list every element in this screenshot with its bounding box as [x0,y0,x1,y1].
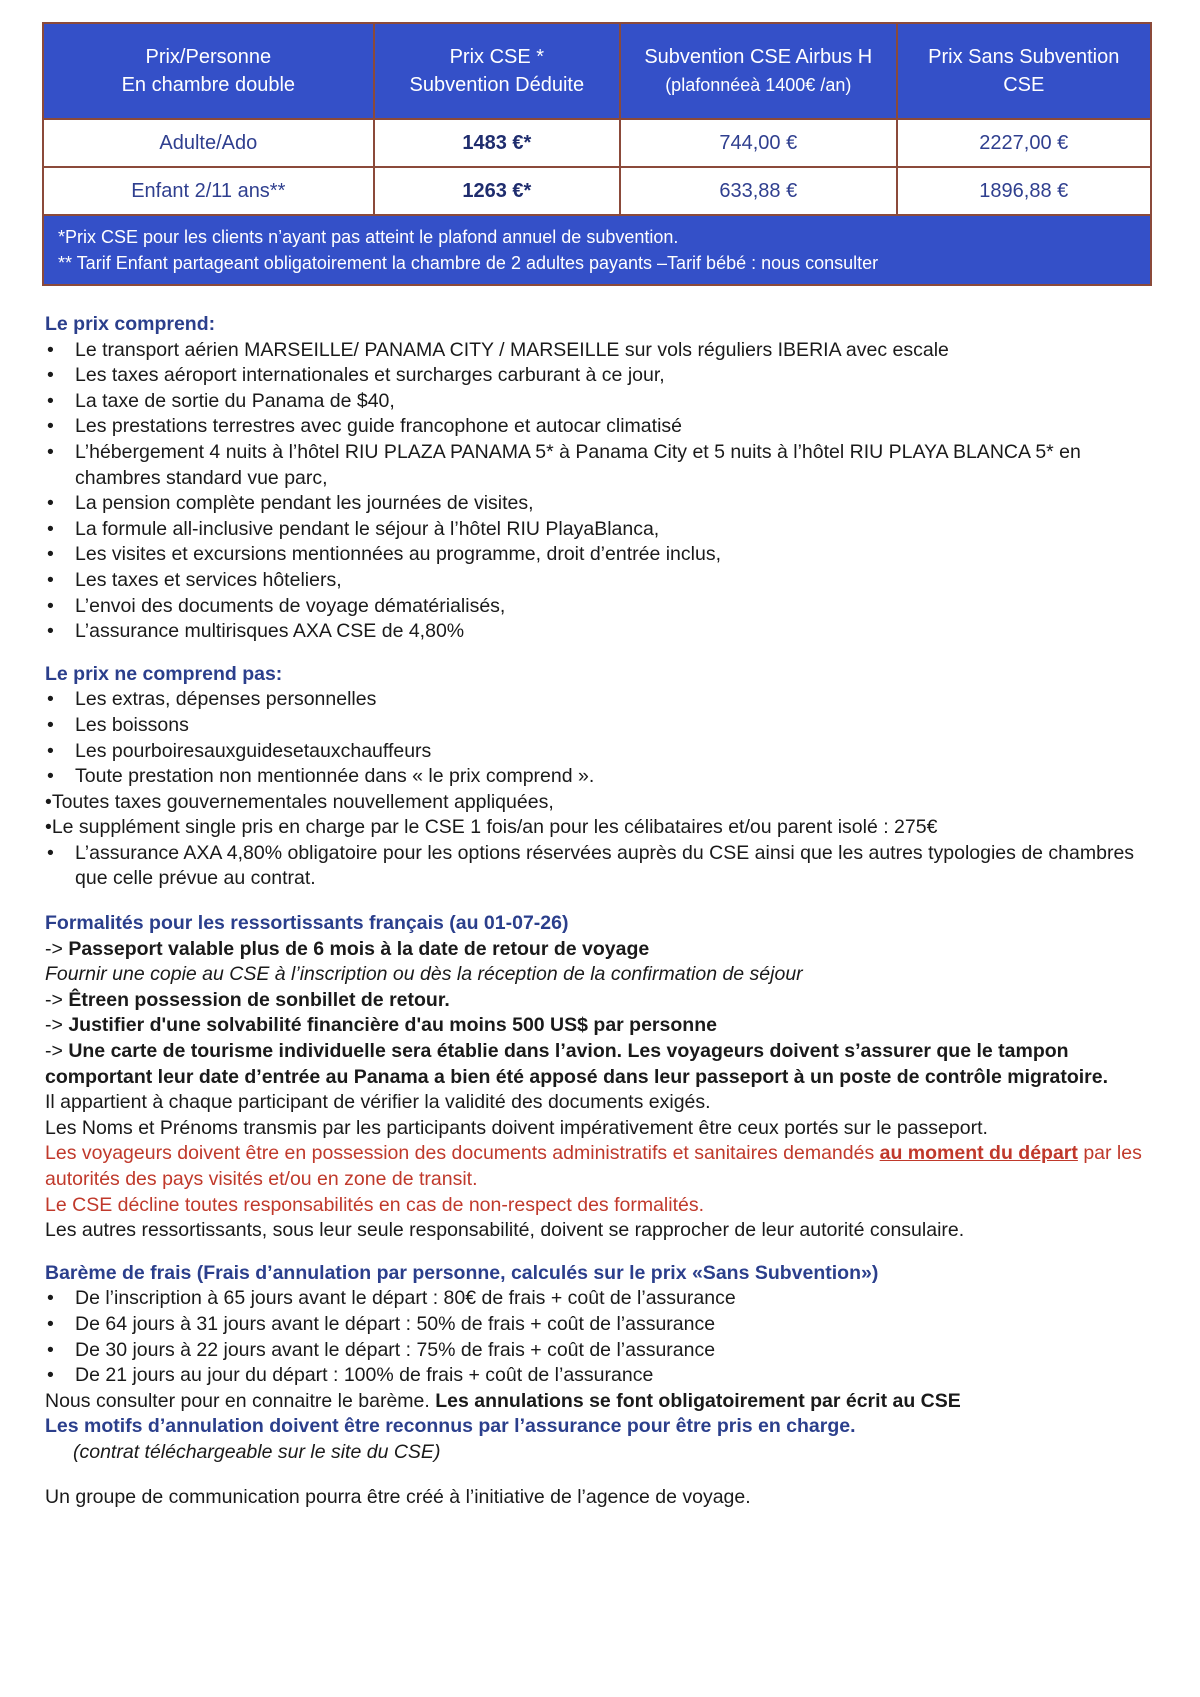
subvention-cell: 744,00 € [620,119,896,167]
header-sans-subvention [897,23,1151,119]
spacer [45,1244,1165,1261]
prix-cse-cell: 1263 €* [374,167,620,215]
list-assurance [45,841,1165,892]
warning-emphasis: au moment du départ [879,1142,1078,1165]
section-heading-comprend: Le prix comprend: [45,313,216,335]
formalite-avertissement [45,1141,1165,1192]
list-item: • De 21 jours au jour du départ : 100% de frais + coût de l’assurance [45,1363,1165,1389]
arrow-text: -> [45,1014,63,1037]
warning-text: Les voyageurs doivent être en possession des documents administratifs et sanitaires demandés [45,1142,880,1165]
list-item: • Les boissons [45,713,1165,739]
header-line: (plafonnéeà 1400€ /an) [665,75,852,95]
list-item: • De l’inscription à 65 jours avant le départ : 80€ de frais + coût de l’assurance [45,1286,1165,1312]
consulter-text: Nous consulter pour en connaitre le barème. [45,1389,436,1412]
formalite-passeport [45,937,1165,963]
formalite-copie: Fournir une copie au CSE à l’inscription ou dès la réception de la confirmation de séjour [45,963,803,986]
list-item: • Les taxes et services hôteliers, [45,568,1165,594]
list-item: • Les taxes aéroport internationales et surcharges carburant à ce jour, [45,363,1165,389]
subvention-cell: 633,88 € [620,167,896,215]
list-item: • De 64 jours à 31 jours avant le départ : 50% de frais + coût de l’assurance [45,1312,1165,1338]
list-item: • Les extras, dépenses personnelles [45,687,1165,713]
header-subvention [620,23,896,119]
header-line: Prix/Personne [145,46,272,68]
list-item: • La formule all-inclusive pendant le séjour à l’hôtel RIU PlayaBlanca, [45,517,1165,543]
formalite-responsabilite: Le CSE décline toutes responsabilités en cas de non-respect des formalités. [45,1193,705,1216]
carte-text: Une carte de tourisme individuelle sera établie dans l’avion. Les voyageurs doivent s’assurer que le tampon comportant leur date d’entrée au Panama a bien été apposé dans leur passeport à un poste de contrôle migratoire. [45,1040,1109,1088]
header-prix-personne [43,23,374,119]
list-bareme [45,1286,1165,1388]
solvabilite-text: Justifier d'une solvabilité financière d'au moins 500 US$ par personne [68,1014,717,1037]
section-heading-bareme: Barème de frais (Frais d’annulation par personne, calculés sur le prix «Sans Subvention») [45,1261,879,1284]
section-heading-ne-comprend-pas: Le prix ne comprend pas: [45,662,283,685]
spacer [45,892,1165,911]
list-item: • L’hébergement 4 nuits à l’hôtel RIU PLAZA PANAMA 5* à Panama City et 5 nuits à l’hôtel RIU PLAYA BLANCA 5* en chambres standard vue parc, [45,440,1165,491]
list-item: • Les pourboiresauxguidesetauxchauffeurs [45,739,1165,765]
header-line: Subvention Déduite [409,74,585,96]
formalite-carte [45,1039,1165,1090]
table-row [43,167,1151,215]
arrow-text: -> [45,988,63,1011]
header-line: Subvention CSE Airbus H [644,46,873,68]
spacer [45,645,1165,662]
header-line: Prix CSE * [449,46,545,68]
table-note: *Prix CSE pour les clients n’ayant pas atteint le plafond annuel de subvention. [58,227,679,247]
sans-subvention-cell: 2227,00 € [897,119,1151,167]
list-item-taxes: •Toutes taxes gouvernementales nouvellement appliquées, [45,790,554,813]
list-item: • L’assurance AXA 4,80% obligatoire pour les options réservées auprès du CSE ainsi que les autres typologies de chambres que celle prévue au contrat. [45,841,1165,892]
arrow-text: -> [45,1040,63,1063]
row-label: Adulte/Ado [43,119,374,167]
ecrit-text: Les annulations se font obligatoirement par écrit au CSE [435,1389,961,1412]
list-item: • La taxe de sortie du Panama de $40, [45,389,1165,415]
list-item: • La pension complète pendant les journées de visites, [45,491,1165,517]
table-header-row [43,23,1151,119]
document-body [45,312,1165,1510]
billet-text: Êtreen possession de sonbillet de retour. [68,988,450,1011]
bareme-consulter [45,1389,1165,1415]
formalite-noms: Les Noms et Prénoms transmis par les participants doivent impérativement être ceux portés sur le passeport. [45,1116,988,1139]
formalite-solvabilite [45,1013,1165,1039]
list-item-supplement-single: •Le supplément single pris en charge par le CSE 1 fois/an pour les célibataires et/ou parent isolé : 275€ [45,816,938,839]
list-item: • Les prestations terrestres avec guide francophone et autocar climatisé [45,414,1165,440]
header-prix-cse [374,23,620,119]
list-item: • Les visites et excursions mentionnées au programme, droit d’entrée inclus, [45,542,1165,568]
table-row [43,119,1151,167]
arrow-text: -> [45,937,63,960]
table-notes [43,215,1151,285]
list-comprend [45,338,1165,645]
groupe-communication: Un groupe de communication pourra être créé à l’initiative de l’agence de voyage. [45,1485,751,1508]
bareme-motifs: Les motifs d’annulation doivent être reconnus par l’assurance pour être pris en charge. [45,1415,856,1438]
list-item: • L’assurance multirisques AXA CSE de 4,80% [45,619,1165,645]
passeport-text: Passeport valable plus de 6 mois à la date de retour de voyage [68,937,650,960]
price-table [42,22,1152,286]
spacer [45,1466,1165,1485]
section-heading-formalites: Formalités pour les ressortissants français (au 01-07-26) [45,912,569,935]
list-item: • Le transport aérien MARSEILLE/ PANAMA CITY / MARSEILLE sur vols réguliers IBERIA avec escale [45,338,1165,364]
formalite-verifier: Il appartient à chaque participant de vérifier la validité des documents exigés. [45,1091,711,1114]
sans-subvention-cell: 1896,88 € [897,167,1151,215]
table-note: ** Tarif Enfant partageant obligatoirement la chambre de 2 adultes payants –Tarif bébé : nous consulter [58,253,879,273]
list-ne-comprend-pas [45,687,1165,789]
list-item: • De 30 jours à 22 jours avant le départ : 75% de frais + coût de l’assurance [45,1338,1165,1364]
header-line: Prix Sans Subvention [928,46,1120,68]
formalite-autres: Les autres ressortissants, sous leur seule responsabilité, doivent se rapprocher de leur autorité consulaire. [45,1219,965,1242]
header-line: En chambre double [121,74,296,96]
list-item: • Toute prestation non mentionnée dans « le prix comprend ». [45,764,1165,790]
prix-cse-cell: 1483 €* [374,119,620,167]
row-label: Enfant 2/11 ans** [43,167,374,215]
table-notes-row [43,215,1151,285]
formalite-billet [45,988,1165,1014]
header-line: CSE [1003,74,1045,96]
list-item: • L’envoi des documents de voyage dématérialisés, [45,594,1165,620]
bareme-contrat-note: (contrat téléchargeable sur le site du CSE) [73,1440,441,1463]
warning-text: par les autorités des pays visités et/ou en zone de transit. [45,1142,1142,1190]
